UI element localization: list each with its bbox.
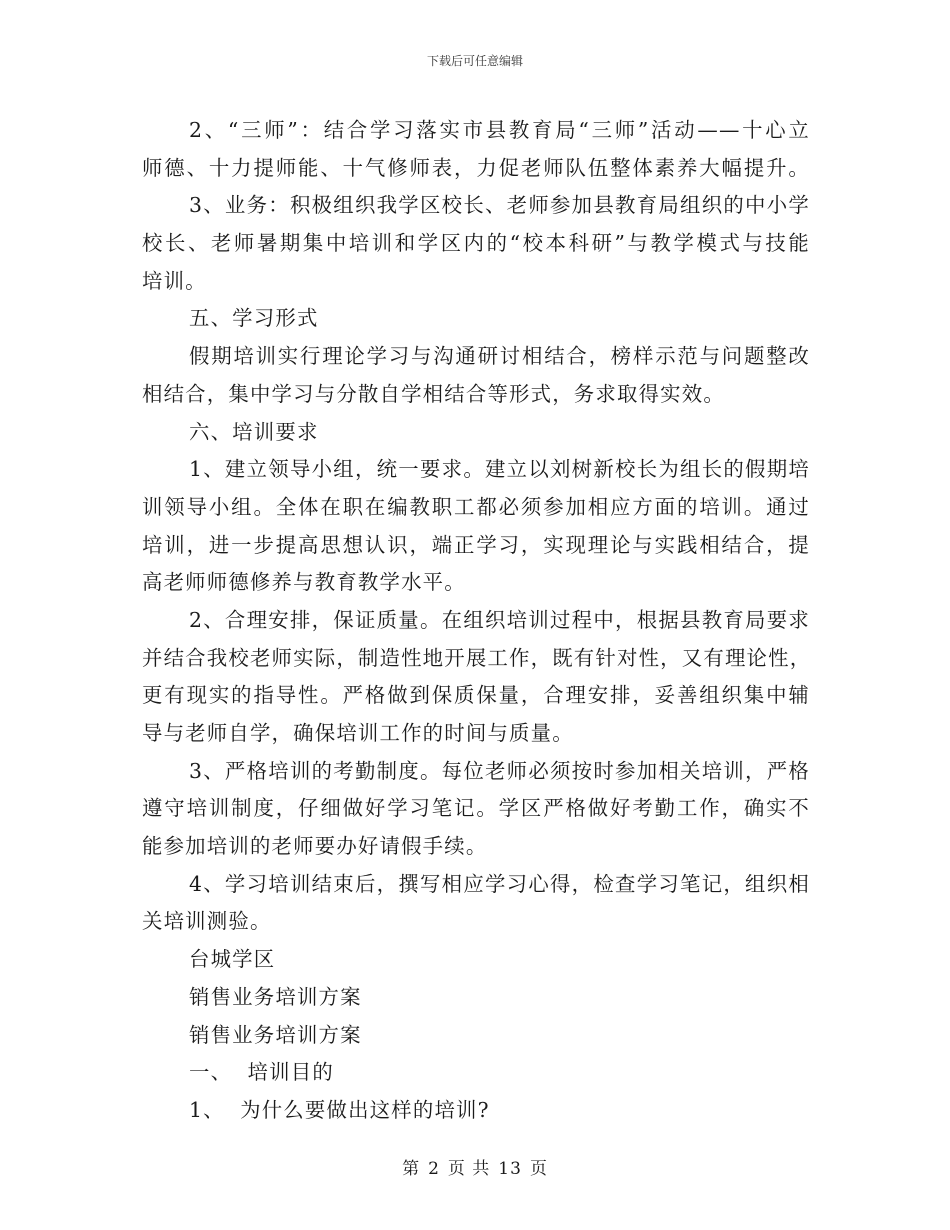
document-title: 销售业务培训方案 xyxy=(189,1022,362,1047)
paragraph-line: 相结合，集中学习与分散自学相结合等形式，务求取得实效。 xyxy=(142,381,725,406)
paragraph-line: 能参加培训的老师要办好请假手续。 xyxy=(142,834,488,859)
paragraph-line: 1、建立领导小组，统一要求。建立以刘树新校长为组长的假期培 xyxy=(189,457,810,482)
signature-line: 台城学区 xyxy=(189,947,276,972)
paragraph-line: 导与老师自学，确保培训工作的时间与质量。 xyxy=(142,721,574,745)
paragraph-line: 师德、十力提师能、十气修师表，力促老师队伍整体素养大幅提升。 xyxy=(142,155,810,180)
paragraph-line: 4、学习培训结束后，撰写相应学习心得，检查学习笔记，组织相 xyxy=(189,871,810,896)
footer-mid: 页 共 xyxy=(447,1159,491,1179)
paragraph-line: 并结合我校老师实际，制造性地开展工作，既有针对性，又有理论性， xyxy=(142,645,812,670)
paragraph-line: 假期培训实行理论学习与沟通研讨相结合，榜样示范与问题整改 xyxy=(189,344,810,369)
section-heading: 一、 培训目的 xyxy=(189,1060,334,1085)
paragraph-line: 更有现实的指导性。严格做到保质保量，合理安排，妥善组织集中辅 xyxy=(142,683,810,708)
page-number: 2 xyxy=(428,1159,440,1179)
paragraph-line: 培训，进一步提高思想认识，端正学习，实现理论与实践相结合，提 xyxy=(142,532,810,557)
paragraph-line: 关培训测验。 xyxy=(142,909,272,934)
footer-suffix: 页 xyxy=(529,1159,548,1179)
paragraph-line: 3、业务：积极组织我学区校长、老师参加县教育局组织的中小学 xyxy=(189,193,810,218)
paragraph-line: 培训。 xyxy=(142,268,207,293)
paragraph-line: 2、合理安排，保证质量。在组织培训过程中，根据县教育局要求 xyxy=(189,607,810,632)
total-pages: 13 xyxy=(498,1159,522,1179)
document-body xyxy=(142,112,810,1130)
page-footer xyxy=(0,1154,950,1179)
page-header: 下载后可任意编辑 xyxy=(426,54,523,68)
section-heading: 六、培训要求 xyxy=(189,419,319,444)
footer-prefix: 第 xyxy=(402,1159,421,1179)
section-heading: 五、学习形式 xyxy=(189,306,319,331)
paragraph-line: 训领导小组。全体在职在编教职工都必须参加相应方面的培训。通过 xyxy=(142,494,810,519)
paragraph-line: 高老师师德修养与教育教学水平。 xyxy=(142,570,466,595)
paragraph-line: 校长、老师暑期集中培训和学区内的“校本科研”与教学模式与技能 xyxy=(142,231,810,256)
paragraph-line: 1、 为什么要做出这样的培训? xyxy=(189,1097,490,1122)
document-title: 销售业务培训方案 xyxy=(189,984,362,1009)
paragraph-line: 2、“三师”：结合学习落实市县教育局“三师”活动——十心立 xyxy=(189,118,810,142)
paragraph-line: 遵守培训制度，仔细做好学习笔记。学区严格做好考勤工作，确实不 xyxy=(142,796,810,821)
paragraph-line: 3、严格培训的考勤制度。每位老师必须按时参加相关培训，严格 xyxy=(189,758,810,783)
